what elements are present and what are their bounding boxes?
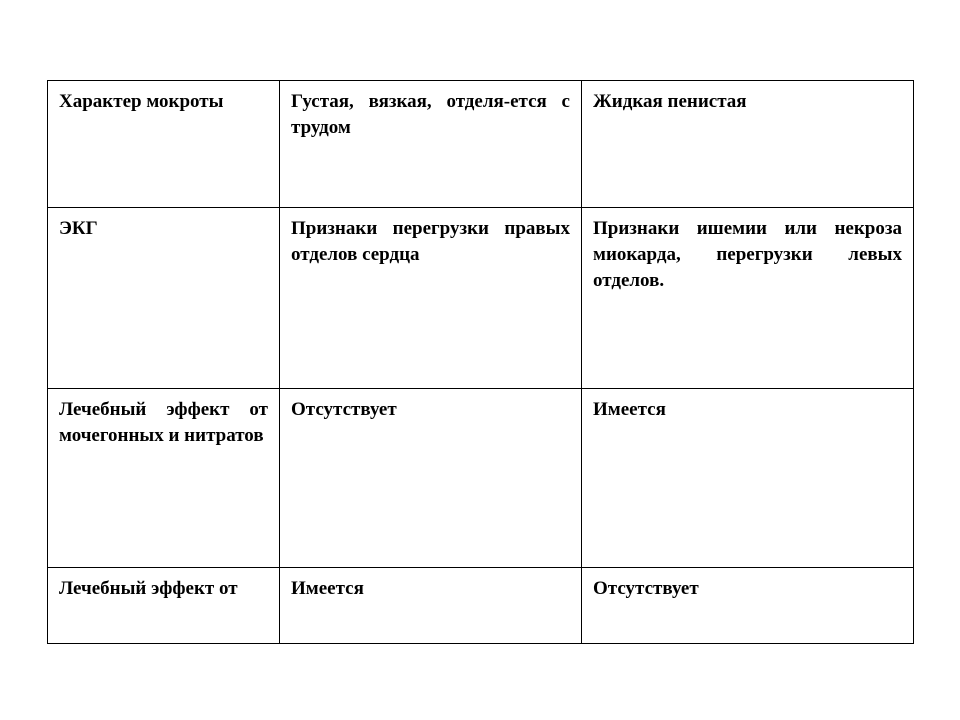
row-label-cell: ЭКГ <box>48 208 280 389</box>
table-cell: Отсутствует <box>582 568 914 644</box>
table-cell: Отсутствует <box>280 389 582 568</box>
row-label-cell: Лечебный эффект от <box>48 568 280 644</box>
row-label-cell: Характер мокроты <box>48 81 280 208</box>
table-cell: Жидкая пенистая <box>582 81 914 208</box>
table-cell: Признаки ишемии или некроза миокарда, перегрузки левых отделов. <box>582 208 914 389</box>
table-cell: Имеется <box>280 568 582 644</box>
row-label-cell: Лечебный эффект от мочегонных и нитратов <box>48 389 280 568</box>
table-cell: Густая, вязкая, отделя-ется с трудом <box>280 81 582 208</box>
table-cell: Признаки перегрузки правых отделов сердца <box>280 208 582 389</box>
table-row <box>48 208 914 389</box>
table-row <box>48 389 914 568</box>
comparison-table <box>47 80 914 644</box>
table-row <box>48 568 914 644</box>
table-cell: Имеется <box>582 389 914 568</box>
table-row <box>48 81 914 208</box>
